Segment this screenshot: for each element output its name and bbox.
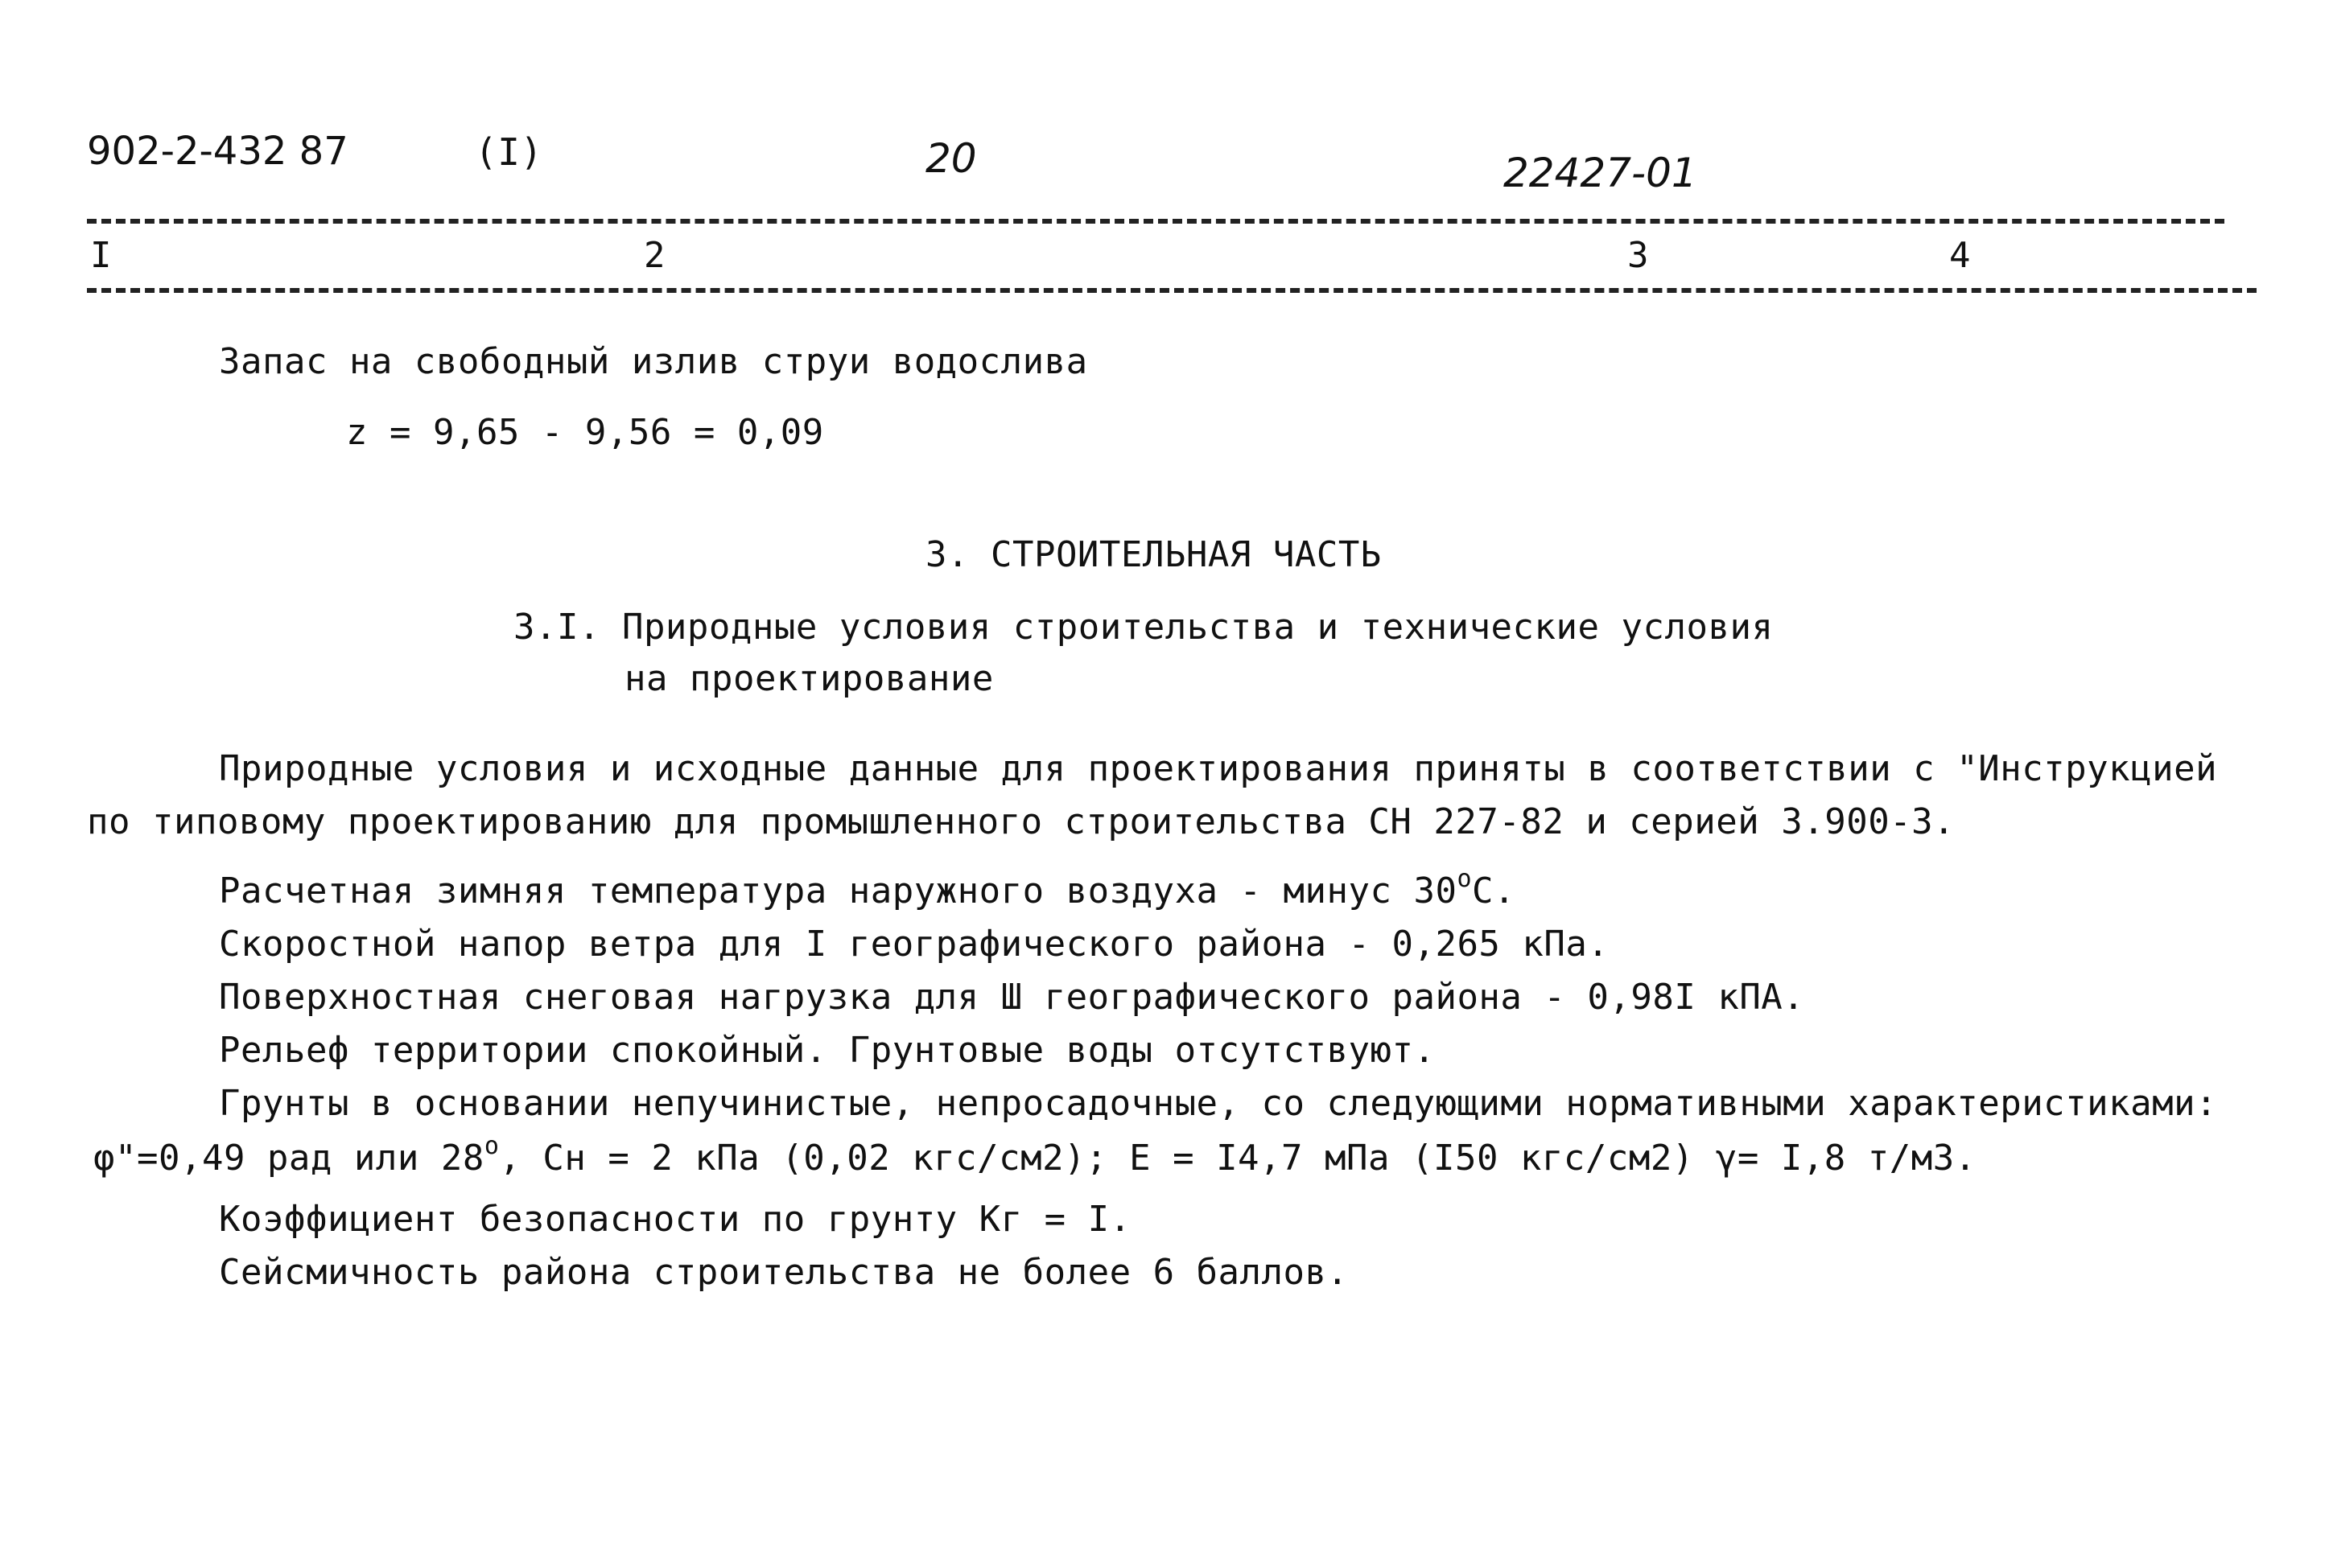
table-top-rule bbox=[87, 219, 2224, 224]
wind-pressure-line: Скоростной напор ветра для I географического района - 0,265 кПа. bbox=[219, 924, 1610, 965]
document-code: 22427-01 bbox=[1503, 150, 1697, 196]
paragraph-1-line2: по типовому проектированию для промышленного строительства СН 227-82 и серией 3.900-3. bbox=[87, 801, 1956, 842]
overflow-reserve-formula: z = 9,65 - 9,56 = 0,09 bbox=[346, 412, 824, 453]
section-title: 3. СТРОИТЕЛЬНАЯ ЧАСТЬ bbox=[925, 534, 1382, 575]
relief-line: Рельеф территории спокойный. Грунтовые воды отсутствуют. bbox=[219, 1030, 1436, 1071]
winter-temperature-text: Расчетная зимняя температура наружного воздуха - минус 30 bbox=[219, 870, 1457, 912]
column-2-label: 2 bbox=[644, 235, 666, 276]
snow-load-line: Поверхностная снеговая нагрузка для Ш географического района - 0,98I кПА. bbox=[219, 977, 1805, 1018]
column-1-label: I bbox=[90, 235, 112, 276]
table-bottom-rule bbox=[87, 288, 2257, 293]
album-number: (I) bbox=[475, 130, 543, 174]
subsection-title-line1: 3.I. Природные условия строительства и технические условия bbox=[513, 607, 1774, 648]
soil-line: Грунты в основании непучинистые, непросадочные, со следующими нормативными характеристиками: bbox=[219, 1083, 2218, 1124]
winter-temperature-line bbox=[219, 865, 1515, 912]
column-3-label: 3 bbox=[1627, 235, 1649, 276]
soil-characteristics-line bbox=[93, 1132, 1977, 1179]
page-number: 20 bbox=[925, 135, 977, 182]
column-4-label: 4 bbox=[1949, 235, 1971, 276]
soil-parameters-text: , Сн = 2 кПа (0,02 кгс/см2); Е = I4,7 мПа (I50 кгс/см2) γ= I,8 т/м3. bbox=[499, 1138, 1977, 1179]
angle-degree-mark: о bbox=[484, 1132, 500, 1160]
doc-number: 902-2-432 87 bbox=[87, 129, 348, 174]
degree-mark: о bbox=[1457, 865, 1473, 893]
overflow-reserve-text: Запас на свободный излив струи водослива bbox=[219, 341, 1088, 382]
winter-temperature-unit: С. bbox=[1472, 870, 1515, 912]
paragraph-1-line1: Природные условия и исходные данные для проектирования приняты в соответствии с "Инструкцией bbox=[219, 748, 2218, 789]
safety-factor-line: Коэффициент безопасности по грунту Кг = I. bbox=[219, 1199, 1132, 1240]
subsection-title-line2: на проектирование bbox=[625, 658, 994, 699]
seismicity-line: Сейсмичность района строительства не более 6 баллов. bbox=[219, 1252, 1349, 1293]
soil-angle-text: φ"=0,49 рад или 28 bbox=[93, 1138, 484, 1179]
